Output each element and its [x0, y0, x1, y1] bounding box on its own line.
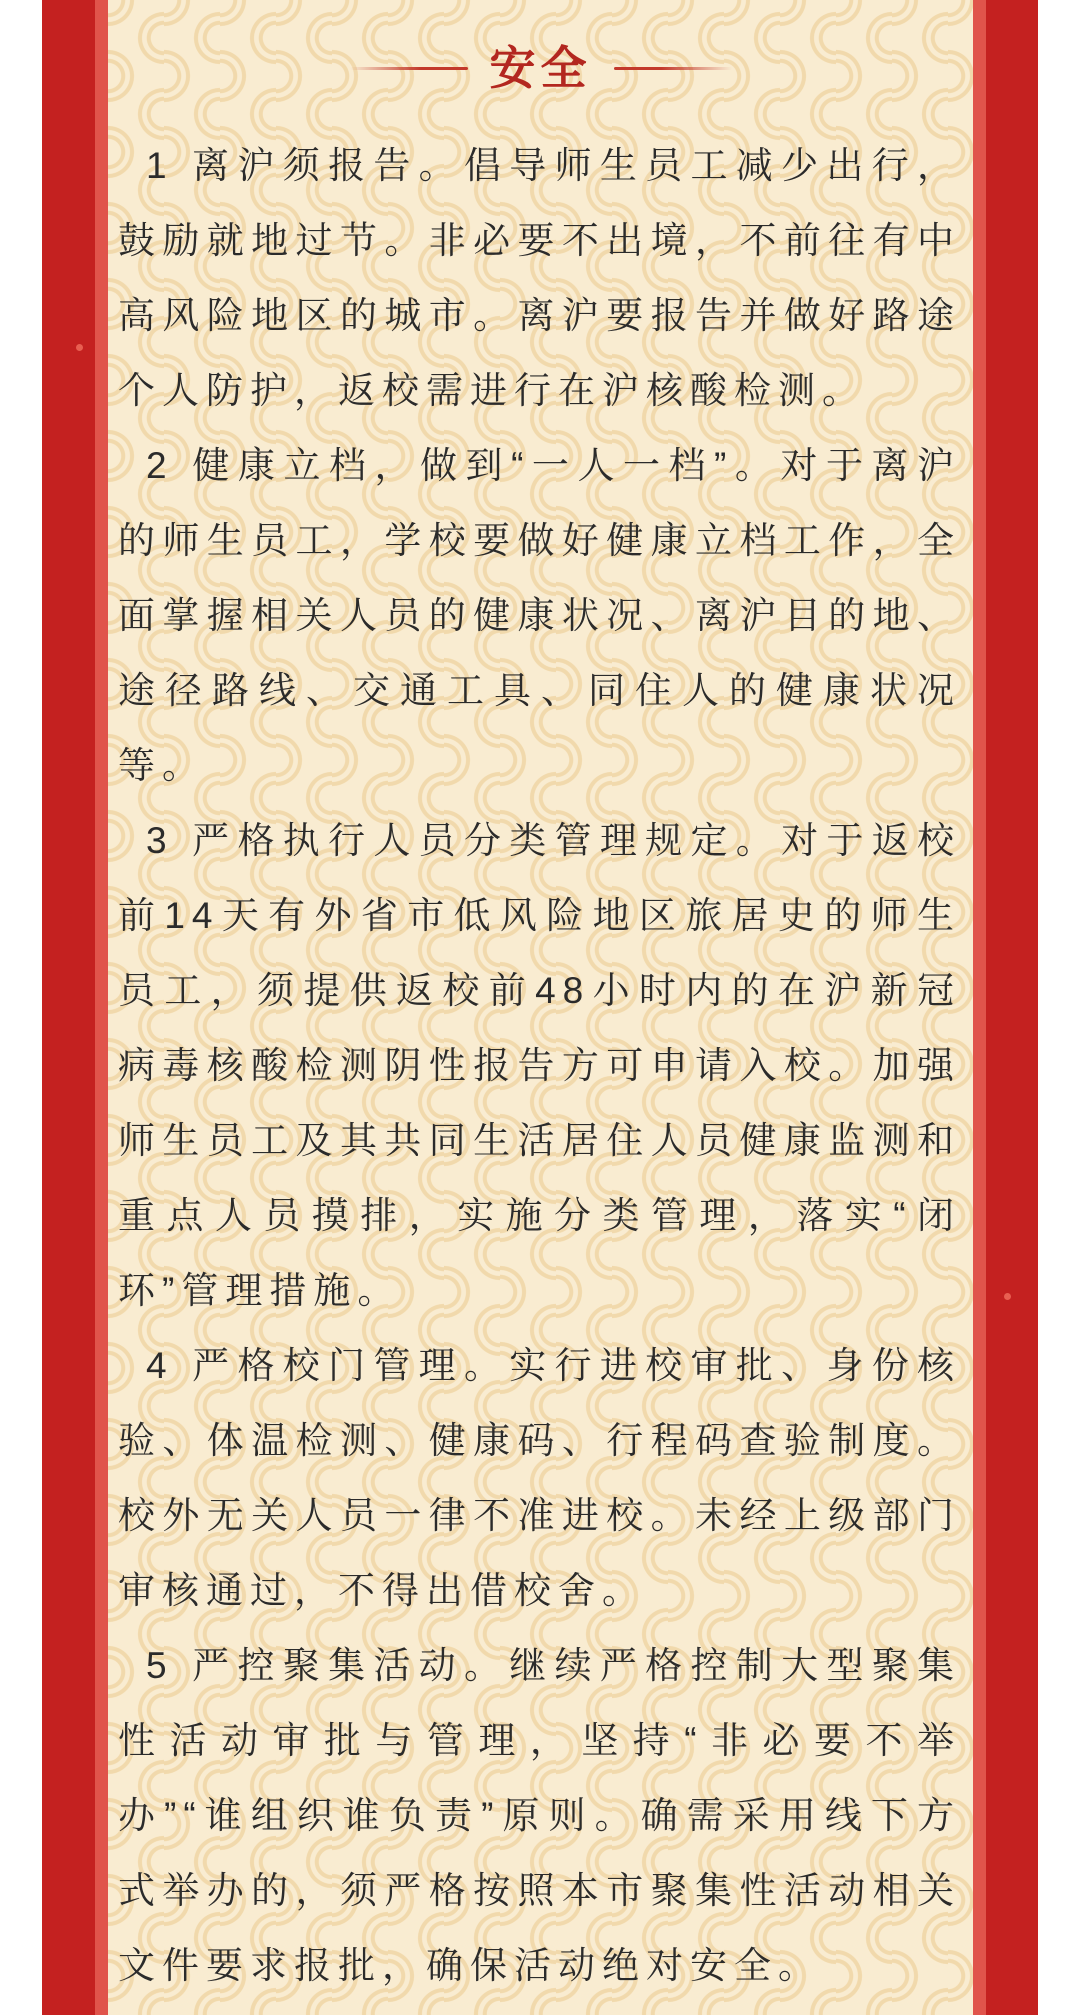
right-border-inner-strip [973, 0, 986, 2015]
notice-panel [108, 0, 973, 2015]
left-border-dot [76, 344, 83, 351]
title-divider-right-line [614, 67, 732, 70]
paragraph-4: 4 严格校门管理。实行进校审批、身份核验、体温检测、健康码、行程码查验制度。校外无关人员一律不准进校。未经上级部门审核通过，不得出借校舍。 [118, 1345, 961, 1611]
left-border-band [42, 0, 95, 2015]
paragraph-1: 1 离沪须报告。倡导师生员工减少出行，鼓励就地过节。非必要不出境，不前往有中高风险地区的城市。离沪要报告并做好路途个人防护，返校需进行在沪核酸检测。 [118, 145, 961, 411]
paragraph-5: 5 严控聚集活动。继续严格控制大型聚集性活动审批与管理，坚持“非必要不举办”“谁组织谁负责”原则。确需采用线下方式举办的，须严格按照本市聚集性活动相关文件要求报批，确保活动绝对安全。 [118, 1645, 961, 1986]
paragraph-2: 2 健康立档，做到“一人一档”。对于离沪的师生员工，学校要做好健康立档工作，全面掌握相关人员的健康状况、离沪目的地、途径路线、交通工具、同住人的健康状况等。 [118, 445, 961, 786]
paragraph-3: 3 严格执行人员分类管理规定。对于返校前14天有外省市低风险地区旅居史的师生员工，须提供返校前48小时内的在沪新冠病毒核酸检测阴性报告方可申请入校。加强师生员工及其共同生活居住人员健康监测和重点人员摸排，实施分类管理，落实“闭环”管理措施。 [118, 820, 961, 1311]
title-divider-left-line [350, 67, 468, 70]
right-border-dot [1004, 1293, 1011, 1300]
right-border-band [986, 0, 1038, 2015]
title-row [108, 0, 973, 94]
section-title: 安全 [489, 42, 592, 94]
notice-body [108, 94, 973, 2003]
left-border-inner-strip [95, 0, 108, 2015]
